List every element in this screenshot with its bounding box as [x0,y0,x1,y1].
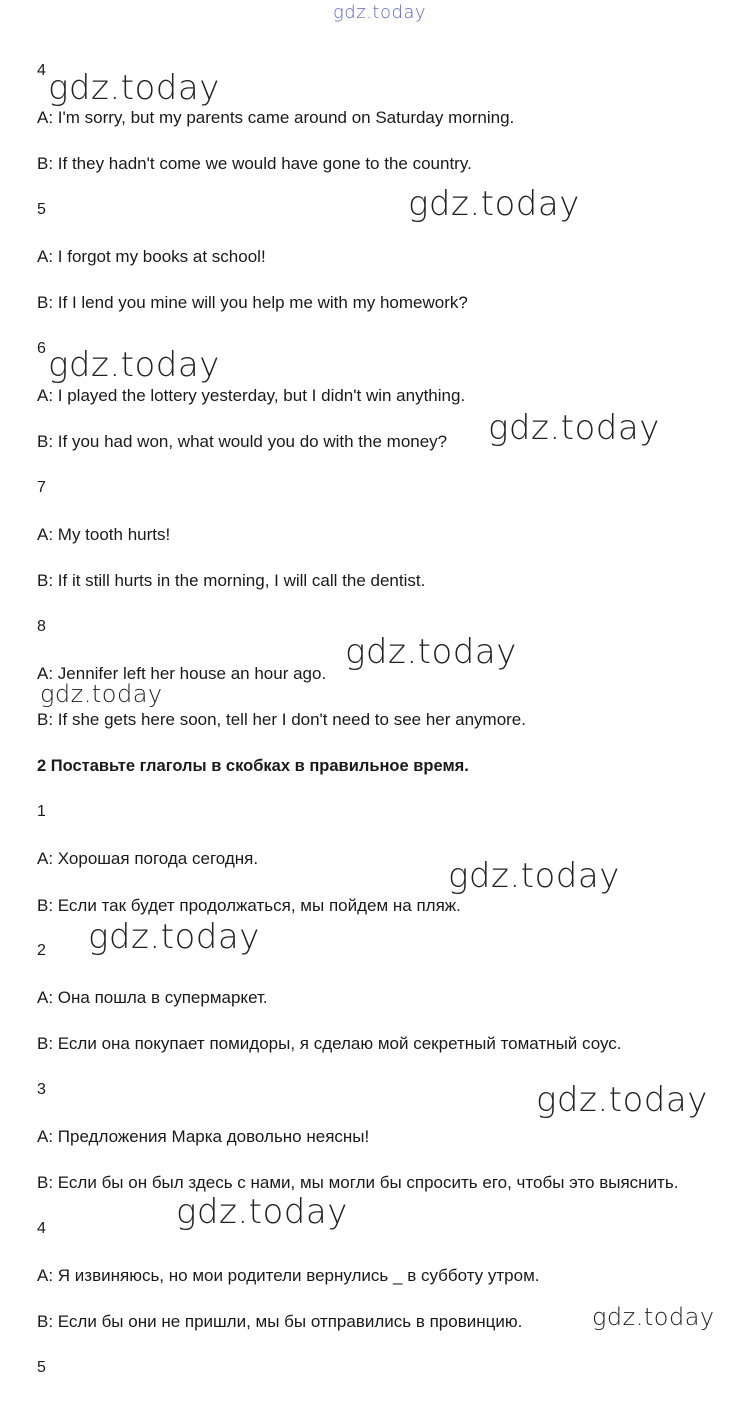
dialog-line-a: A: Хорошая погода сегодня. [37,849,259,868]
dialog-line-b: B: Если так будет продолжаться, мы пойдем на пляж. [37,896,461,915]
watermark: gdz.today [592,1303,715,1331]
dialog-line-a: A: My tooth hurts! [37,525,171,544]
item-number: 5 [37,201,46,218]
dialog-line-b: B: If you had won, what would you do with the money? [37,432,448,451]
dialog-line-b: B: If they hadn't come we would have gone to the country. [37,154,472,173]
watermark: gdz.today [448,856,620,896]
watermark: gdz.today [345,632,517,672]
dialog-line-b: B: If I lend you mine will you help me with my homework? [37,293,468,312]
item-number: 3 [37,1081,46,1098]
dialog-line-b: B: Если бы он был здесь с нами, мы могли бы спросить его, чтобы это выяснить. [37,1173,679,1192]
item-number: 1 [37,803,46,820]
item-number: 7 [37,479,46,496]
dialog-line-a: A: I'm sorry, but my parents came around on Saturday morning. [37,108,515,127]
item-number: 2 [37,942,46,959]
watermark: gdz.today [48,68,220,108]
item-number: 6 [37,340,46,357]
dialog-line-a: A: I forgot my books at school! [37,247,266,266]
dialog-line-b: B: Если бы они не пришли, мы бы отправились в провинцию. [37,1312,523,1331]
item-number: 8 [37,618,46,635]
watermark: gdz.today [488,408,660,448]
dialog-line-a: A: I played the lottery yesterday, but I didn't win anything. [37,386,466,405]
watermark-top: gdz.today [333,2,427,23]
item-number: 5 [37,1359,46,1376]
dialog-line-b: B: Если она покупает помидоры, я сделаю мой секретный томатный соус. [37,1034,622,1053]
dialog-line-a: A: Она пошла в супермаркет. [37,988,268,1007]
watermark: gdz.today [536,1080,708,1120]
watermark: gdz.today [88,917,260,957]
item-number: 4 [37,1220,46,1237]
watermark: gdz.today [48,345,220,385]
dialog-line-a: A: Предложения Марка довольно неясны! [37,1127,370,1146]
watermark: gdz.today [40,680,163,708]
dialog-line-a: A: Jennifer left her house an hour ago. [37,664,327,683]
dialog-line-a: A: Я извиняюсь, но мои родители вернулись _ в субботу утром. [37,1266,540,1285]
watermark: gdz.today [408,184,580,224]
dialog-line-b: B: If it still hurts in the morning, I will call the dentist. [37,571,426,590]
dialog-line-b: B: If she gets here soon, tell her I don't need to see her anymore. [37,710,526,729]
section-heading: 2 Поставьте глаголы в скобках в правильное время. [37,757,469,775]
item-number: 4 [37,62,46,79]
watermark: gdz.today [176,1192,348,1232]
